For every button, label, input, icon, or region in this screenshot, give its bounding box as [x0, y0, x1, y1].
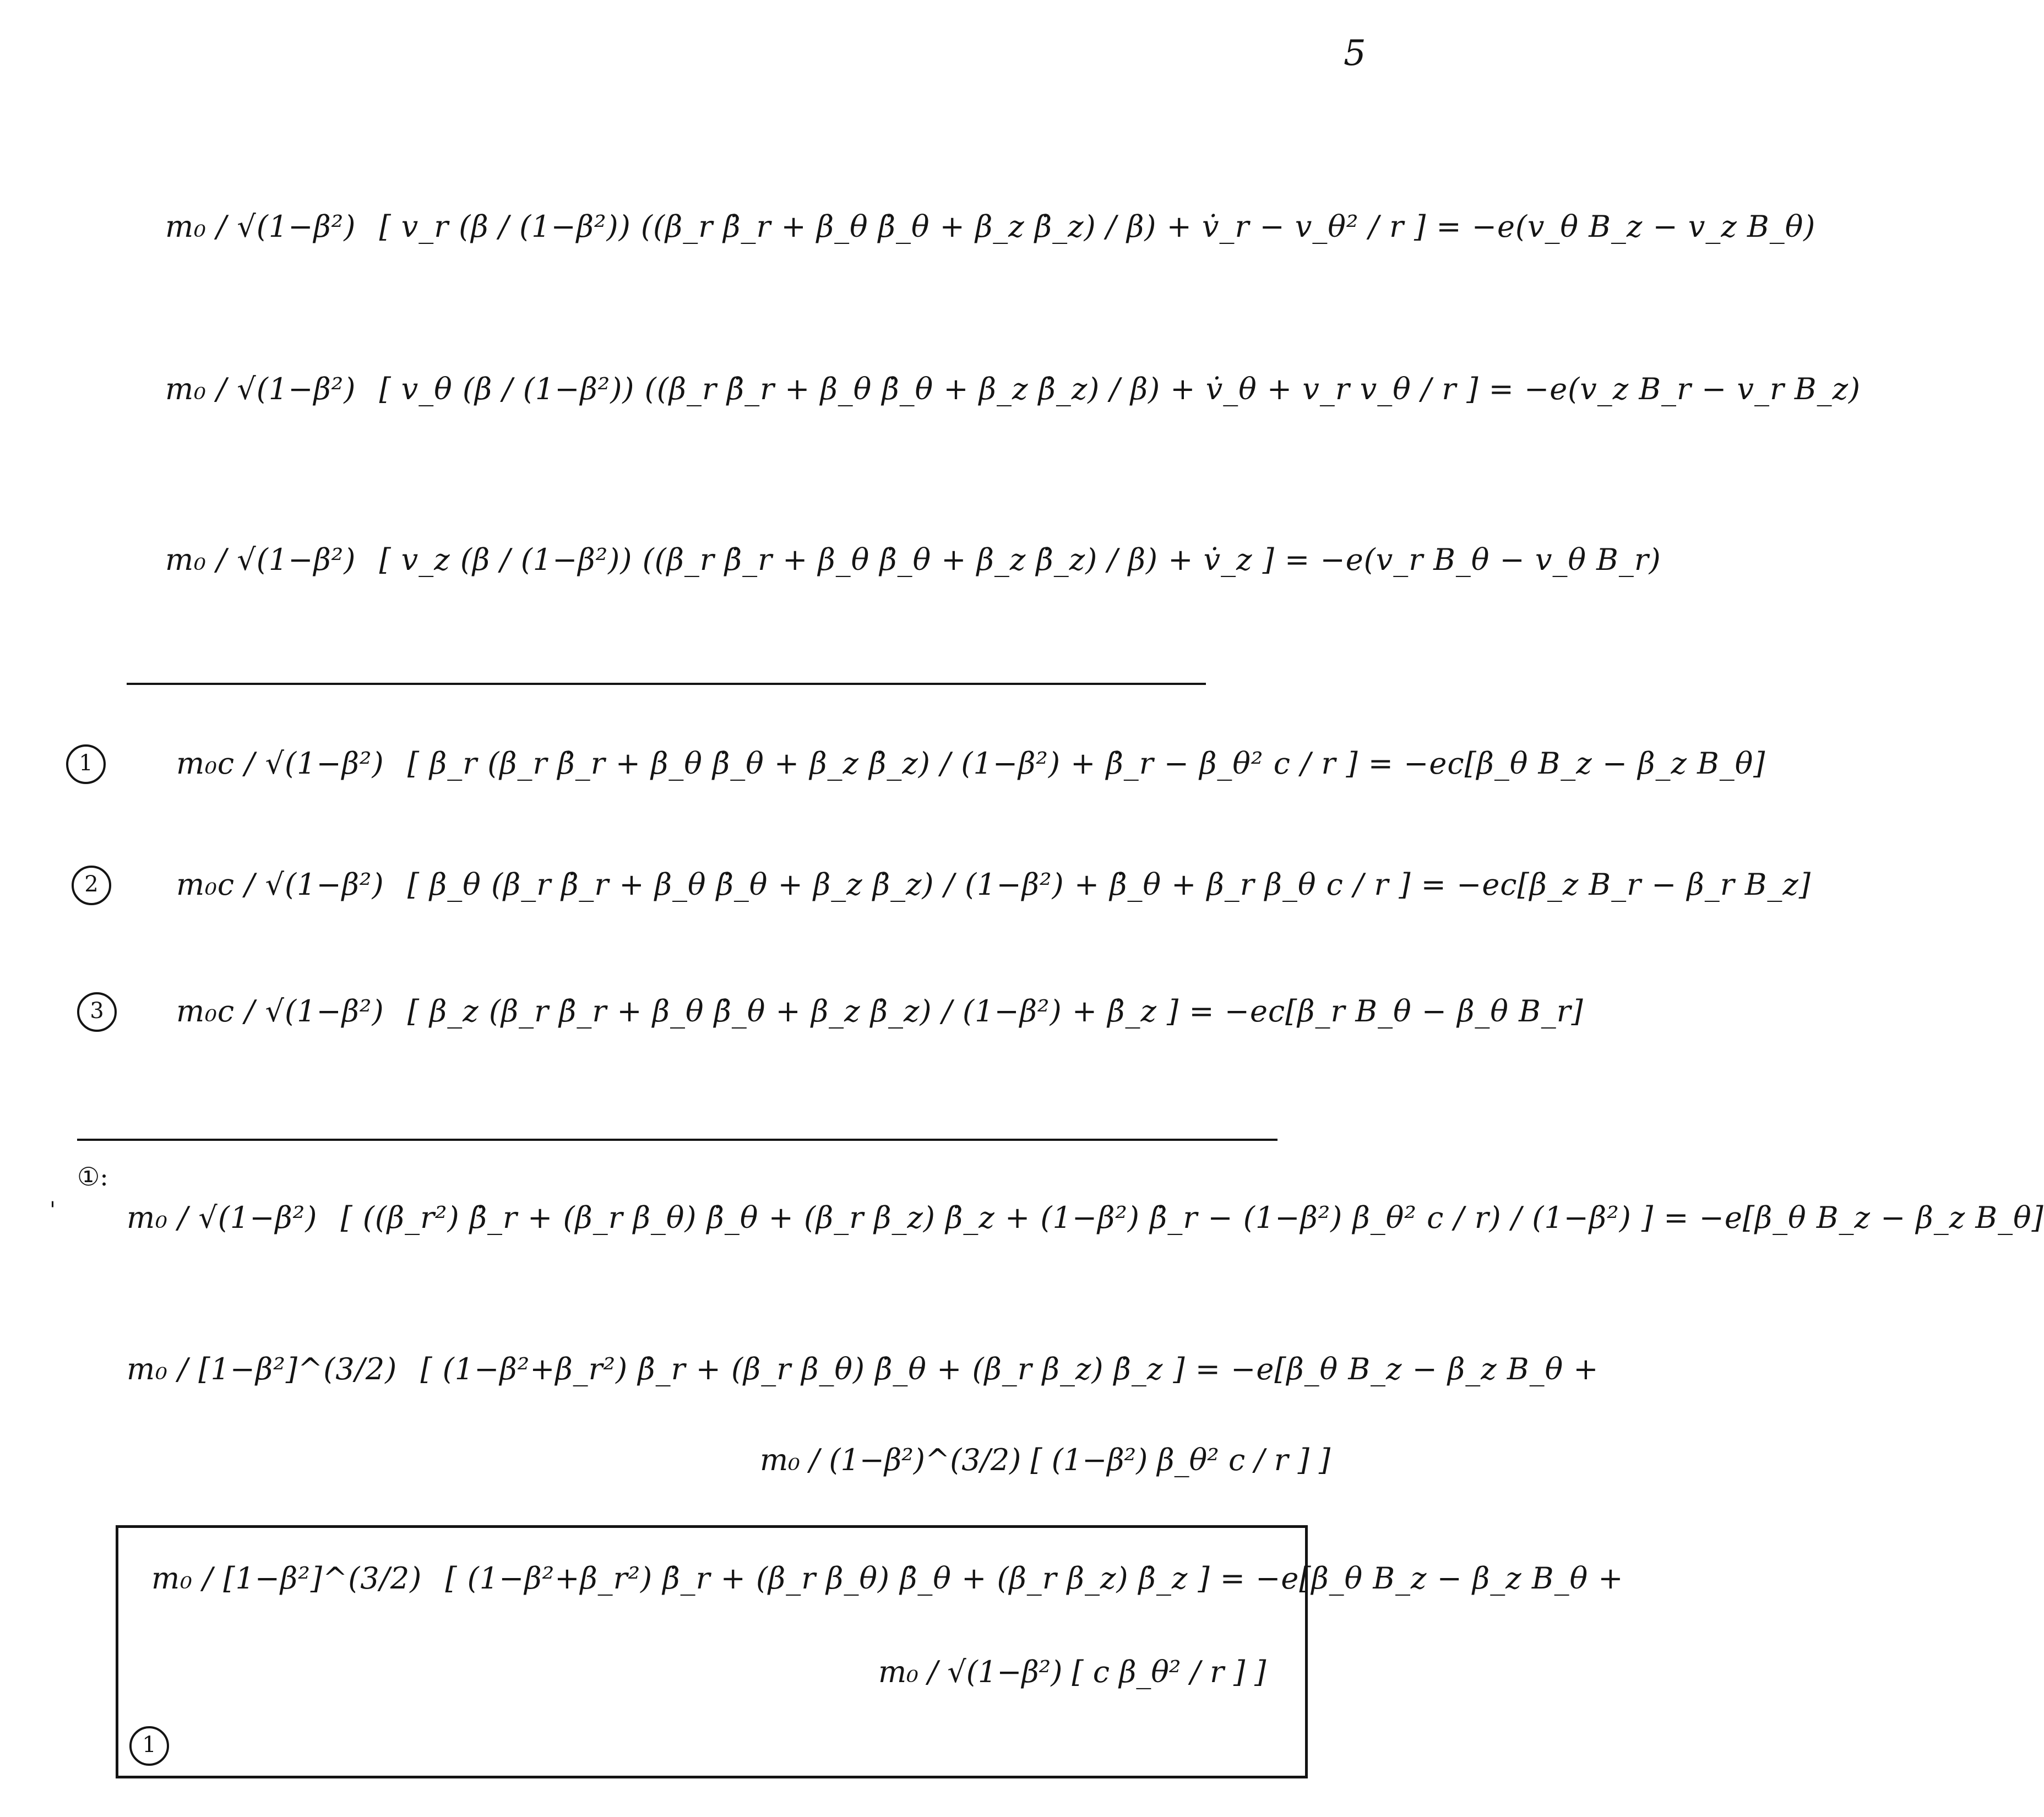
right-hand-side: = −e[β_θ B_z − β_z B_θ +	[1220, 1561, 1624, 1596]
equation-number: 3	[77, 992, 117, 1032]
boxed-equation-continuation: m₀ / √(1−β²) [ c β_θ² / r ] ]	[878, 1655, 1266, 1689]
divider-line	[127, 683, 1206, 685]
equation-theta-velocity	[165, 372, 1861, 406]
section-label: ①:	[77, 1162, 108, 1192]
bracket-body: [ (1−β²+β_r²) β̇_r + (β_r β_θ) β̇_θ + (β_r β_z) β̇_z ]	[445, 1561, 1210, 1596]
margin-mark: '	[50, 1198, 56, 1223]
page-number: 5	[1344, 33, 1366, 74]
bracket-body: [ v_z (β / (1−β²)) ((β_r β̇_r + β_θ β̇_θ + β_z β̇_z) / β) + v̇_z ]	[379, 542, 1275, 577]
prefactor: m₀ / [1−β²]^(3/2)	[151, 1561, 422, 1596]
equation-2	[176, 867, 1811, 902]
prefactor: m₀ / √(1−β²)	[165, 372, 356, 406]
bracket-body: [ β_z (β_r β̇_r + β_θ β̇_θ + β_z β̇_z) / (1−β²) + β̇_z ]	[407, 994, 1179, 1029]
equation-3	[176, 994, 1584, 1029]
bracket-body: [ (1−β²+β_r²) β̇_r + (β_r β_θ) β̇_θ + (β_r β_z) β̇_z ]	[420, 1352, 1186, 1386]
bracket-body: [ v_r (β / (1−β²)) ((β_r β̇_r + β_θ β̇_θ + β_z β̇_z) / β) + v̇_r − v_θ² / r ]	[379, 209, 1427, 244]
equation-number: 2	[72, 866, 111, 905]
divider-line	[77, 1139, 1278, 1141]
prefactor: m₀c / √(1−β²)	[176, 746, 384, 781]
prefactor: m₀c / √(1−β²)	[176, 867, 384, 902]
bracket-body: [ ((β_r²) β̇_r + (β_r β_θ) β̇_θ + (β_r β_z) β̇_z + (1−β²) β̇_r − (1−β²) β_θ² c / r) / (1−β²) ]	[340, 1200, 1654, 1235]
prefactor: m₀ / √(1−β²)	[165, 542, 356, 577]
right-hand-side: = −e[β_θ B_z − β_z B_θ]	[1664, 1200, 2044, 1235]
prefactor: m₀ / [1−β²]^(3/2)	[127, 1352, 398, 1386]
prefactor: m₀ / √(1−β²)	[127, 1200, 318, 1235]
right-hand-side: = −e[β_θ B_z − β_z B_θ +	[1195, 1352, 1599, 1386]
boxed-equation	[151, 1561, 1624, 1596]
prefactor: m₀c / √(1−β²)	[176, 994, 384, 1029]
equation-1	[176, 746, 1765, 781]
bracket-body: [ β_r (β_r β̇_r + β_θ β̇_θ + β_z β̇_z) / (1−β²) + β̇_r − β_θ² c / r ]	[407, 746, 1358, 781]
prefactor: m₀ / √(1−β²)	[165, 209, 356, 244]
equation-number: 1	[129, 1726, 169, 1766]
equation-z-velocity	[165, 542, 1661, 577]
bracket-body: [ β_θ (β_r β̇_r + β_θ β̇_θ + β_z β̇_z) / (1−β²) + β̇_θ + β_r β_θ c / r ]	[407, 867, 1411, 902]
right-hand-side: = −e(v_θ B_z − v_z B_θ)	[1436, 209, 1816, 244]
equation-1-simplified	[127, 1352, 1599, 1386]
right-hand-side: = −e(v_z B_r − v_r B_z)	[1488, 372, 1861, 406]
bracket-body: [ v_θ (β / (1−β²)) ((β_r β̇_r + β_θ β̇_θ + β_z β̇_z) / β) + v̇_θ + v_r v_θ / r ]	[379, 372, 1479, 406]
right-hand-side: = −ec[β_θ B_z − β_z B_θ]	[1368, 746, 1766, 781]
equation-1-expanded	[127, 1200, 2044, 1235]
equation-radial-velocity	[165, 209, 1815, 244]
right-hand-side: = −e(v_r B_θ − v_θ B_r)	[1285, 542, 1661, 577]
right-hand-side: = −ec[β_z B_r − β_r B_z]	[1421, 867, 1811, 902]
right-hand-side: = −ec[β_r B_θ − β_θ B_r]	[1189, 994, 1584, 1029]
equation-continuation: m₀ / (1−β²)^(3/2) [ (1−β²) β_θ² c / r ] ]	[760, 1443, 1331, 1477]
equation-number: 1	[66, 744, 106, 784]
boxed-result	[116, 1525, 1624, 1778]
